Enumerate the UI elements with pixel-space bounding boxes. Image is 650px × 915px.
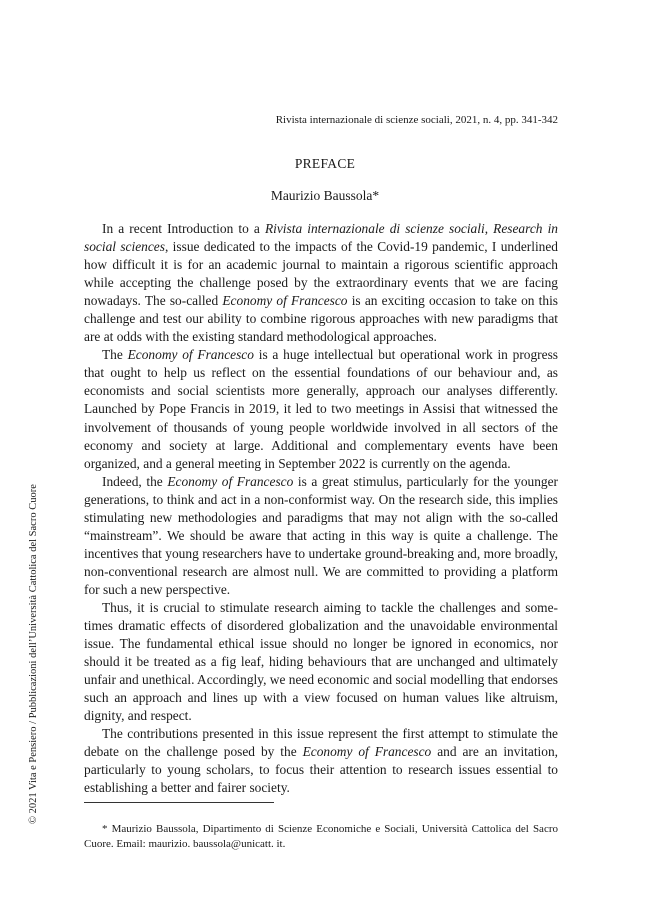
paragraph-text: Thus, it is crucial to stimulate research aiming to tackle the challenges and sometimes dramatic effects of disordered globalization and the unavoidable environmental issue. The fundamental ethical issue should no longer be ignored in economics, nor should it be treated as a fig leaf, hiding behaviours that are unchanged and ultimately unfair and unethical. Accordingly, we need economic and social modelling that endorses such an approach and lines up with a view focused on human values like altruism, dignity, and respect. — [84, 599, 558, 724]
body-paragraph — [84, 220, 558, 346]
article-title: PREFACE — [294, 156, 356, 171]
paragraph-text: is a great stimulus, particularly for the younger generations, to think and act in a non-conformist way. On the research side, this implies stimulating new methodologies and paradigms that may not align with the so-called “mainstream”. We should be aware that acting in this way is quite a challenge. The incentives that young researchers have to undertake ground-breaking and, more broadly, non-conventional research are almost null. We are committed to providing a platform for such a new perspective. — [84, 473, 558, 597]
author-footnote: * Maurizio Baussola, Dipartimento di Scienze Economiche e Sociali, Università Cattolica del Sacro Cuore. Email: maurizio. baussola@unicatt. it. — [84, 823, 558, 850]
italic-text: Economy of Francesco — [167, 473, 294, 489]
italic-text: Economy of Francesco — [222, 293, 348, 309]
italic-text: Economy of Francesco — [127, 347, 254, 363]
italic-text: Research in social sciences — [84, 221, 558, 255]
paragraph-text: is an exciting occasion to take on this challenge and test our ability to combine rigorous approaches with new paradigms that are at odds with the existing standard methodological approaches. — [84, 293, 559, 345]
body-paragraph — [84, 346, 558, 472]
paragraph-text: The contributions presented in this issue represent the first attempt to stimulate the debate on the challenge posed by the — [84, 726, 558, 760]
copyright-notice: © 2021 Vita e Pensiero / Pubblicazioni dell’Università Cattolica del Sacro Cuore — [28, 484, 39, 824]
body-paragraph — [84, 725, 558, 797]
italic-text: Rivista internazionale di scienze sociali — [264, 221, 485, 236]
running-head: Rivista internazionale di scienze sociali, 2021, n. 4, pp. 341-342 — [275, 114, 558, 126]
paragraph-text: is a huge intellectual but operational work in progress that ought to help us reflect on the essential foundations of our behaviour and, as economists and social scientists more generally, approach our analyses differently. Launched by Pope Francis in 2019, it led to two meetings in Assisi that witnessed the involvement of thousands of young people worldwide involved in all sectors of the economy and society at large. Additional and complementary events have been organized, and a general meeting in September 2022 is currently on the agenda. — [84, 347, 559, 471]
paragraph-text: , — [484, 221, 494, 236]
article-body — [84, 220, 558, 798]
paragraph-text: Indeed, the — [102, 473, 168, 489]
italic-text: Economy of Francesco — [302, 744, 432, 760]
body-paragraph — [84, 599, 558, 725]
footnote-divider — [84, 802, 274, 803]
paragraph-text: , issue dedicated to the impacts of the Covid-19 pandemic, I underlined how difficult it is for an academic journal to maintain a rigorous scientific approach while accepting the challenge posed by the extraordinary events that we are facing nowadays. The so-called — [84, 239, 558, 309]
body-paragraph — [84, 473, 558, 599]
paragraph-text: In a recent Introduction to a — [102, 221, 265, 236]
author-name: Maurizio Baussola* — [270, 188, 380, 203]
paragraph-text: The — [102, 347, 128, 363]
paragraph-text: and are an invitation, particularly to young scholars, to focus their attention to research issues essential to establishing a better and fairer society. — [84, 744, 559, 796]
